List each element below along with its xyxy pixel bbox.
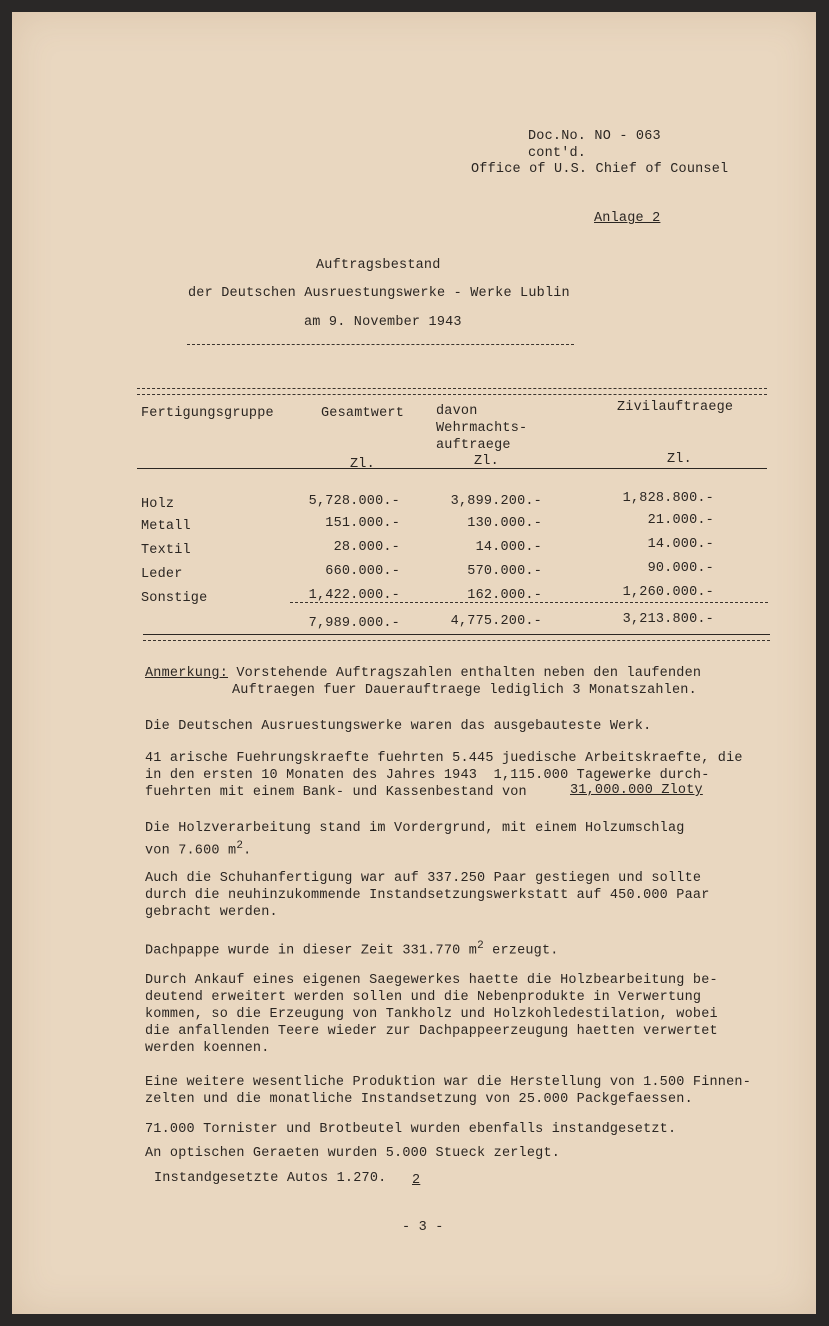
office-label: Office of U.S. Chief of Counsel [471,162,729,177]
paragraph-2-line-2: in den ersten 10 Monaten des Jahres 1943 1,115.000 Tagewerke durch- [145,768,710,783]
page-number: - 3 - [402,1220,444,1235]
row-wehr: 14.000.- [475,540,542,555]
row-wehr: 162.000.- [467,588,542,603]
handwritten-mark: 2 [412,1173,421,1188]
row-total: 151.000.- [325,516,400,531]
anmerkung-line-1 [145,665,701,682]
zloty-amount: 31,000.000 Zloty [570,783,703,798]
row-zivil: 1,828.800.- [622,491,714,506]
unit-wehrmacht: Zl. [474,454,499,469]
anmerkung-label: Anmerkung: [145,666,229,681]
total-wehr: 4,775.200.- [450,614,542,629]
title-line-3: am 9. November 1943 [304,315,462,330]
title-divider [187,344,574,345]
unit-gesamtwert: Zl. [350,457,375,472]
paragraph-7-line-1: Eine weitere wesentliche Produktion war die Herstellung von 1.500 Finnen- [145,1075,751,1090]
header-gesamtwert: Gesamtwert [321,406,405,421]
dachpappe-superscript: 2 [477,940,484,952]
table-top-rule-2 [137,394,767,395]
paragraph-6-line-1: Durch Ankauf eines eigenen Saegewerkes haette die Holzbearbeitung be- [145,973,718,988]
holz-volume: von 7.600 m [145,843,237,859]
sum-rule [290,602,768,603]
row-group: Holz [141,497,175,512]
row-zivil: 90.000.- [647,561,714,576]
anmerkung-line-2: Auftraegen fuer Dauerauftraege lediglich 3 Monatszahlen. [232,683,697,698]
paragraph-6-line-5: werden koennen. [145,1041,270,1056]
paragraph-6-line-3: kommen, so die Erzeugung von Tankholz und Holzkohledestilation, wobei [145,1007,718,1022]
row-group: Leder [141,567,183,582]
unit-zivil: Zl. [667,452,692,467]
row-zivil: 1,260.000.- [622,585,714,600]
paragraph-4-line-3: gebracht werden. [145,905,278,920]
anmerkung-text-1: Vorstehende Auftragszahlen enthalten neben den laufenden [228,666,702,681]
holz-superscript: 2 [236,840,244,852]
paragraph-8: 71.000 Tornister und Brotbeutel wurden ebenfalls instandgesetzt. [145,1122,677,1137]
header-fertigungsgruppe: Fertigungsgruppe [141,406,274,421]
paragraph-2-line-3: fuehrten mit einem Bank- und Kassenbestand von [145,785,527,800]
title-line-2: der Deutschen Ausruestungswerke - Werke Lublin [188,286,570,301]
paragraph-6-line-2: deutend erweitert werden sollen und die Nebenprodukte in Verwertung [145,990,702,1005]
paragraph-4-line-2: durch die neuhinzukommende Instandsetzungswerkstatt auf 450.000 Paar [145,888,710,903]
row-total: 1,422.000.- [308,588,400,603]
contd-label: cont'd. [528,146,587,161]
row-zivil: 21.000.- [647,513,714,528]
paragraph-3-line-1: Die Holzverarbeitung stand im Vordergrund, mit einem Holzumschlag [145,821,685,836]
paragraph-7-line-2: zelten und die monatliche Instandsetzung von 25.000 Packgefaessen. [145,1092,693,1107]
paragraph-6-line-4: die anfallenden Teere wieder zur Dachpappeerzeugung haetten verwertet [145,1024,718,1039]
holz-period: . [243,843,252,859]
paragraph-10: Instandgesetzte Autos 1.270. [154,1171,387,1186]
row-wehr: 3,899.200.- [450,494,542,509]
row-total: 660.000.- [325,564,400,579]
row-group: Metall [141,519,191,534]
header-zivilauftraege: Zivilauftraege [617,400,734,415]
paragraph-5 [145,938,559,960]
row-group: Sonstige [141,591,208,606]
paragraph-3-line-2 [145,838,251,860]
row-wehr: 570.000.- [467,564,542,579]
anlage-label: Anlage 2 [594,211,661,226]
total-gesamt: 7,989.000.- [308,616,400,631]
row-total: 5,728.000.- [308,494,400,509]
table-top-rule-1 [137,388,767,389]
table-bottom-rule-2 [143,640,770,641]
paragraph-9: An optischen Geraeten wurden 5.000 Stueck zerlegt. [145,1146,561,1161]
table-bottom-rule-1 [143,634,770,635]
paragraph-1: Die Deutschen Ausruestungswerke waren das ausgebauteste Werk. [145,719,652,734]
doc-number: Doc.No. NO - 063 [528,129,661,144]
paragraph-2-line-1: 41 arische Fuehrungskraefte fuehrten 5.445 juedische Arbeitskraefte, die [145,751,743,766]
header-bottom-rule [137,468,767,469]
row-wehr: 130.000.- [467,516,542,531]
total-zivil: 3,213.800.- [622,612,714,627]
header-wehrmacht: davon Wehrmachts- auftraege [436,404,528,453]
paragraph-4-line-1: Auch die Schuhanfertigung war auf 337.250 Paar gestiegen und sollte [145,871,702,886]
row-total: 28.000.- [333,540,400,555]
title-line-1: Auftragsbestand [316,258,441,273]
row-zivil: 14.000.- [647,537,714,552]
dachpappe-suffix: erzeugt. [483,943,559,959]
document-page [12,12,816,1314]
dachpappe-text: Dachpappe wurde in dieser Zeit 331.770 m [145,943,478,959]
row-group: Textil [141,543,191,558]
